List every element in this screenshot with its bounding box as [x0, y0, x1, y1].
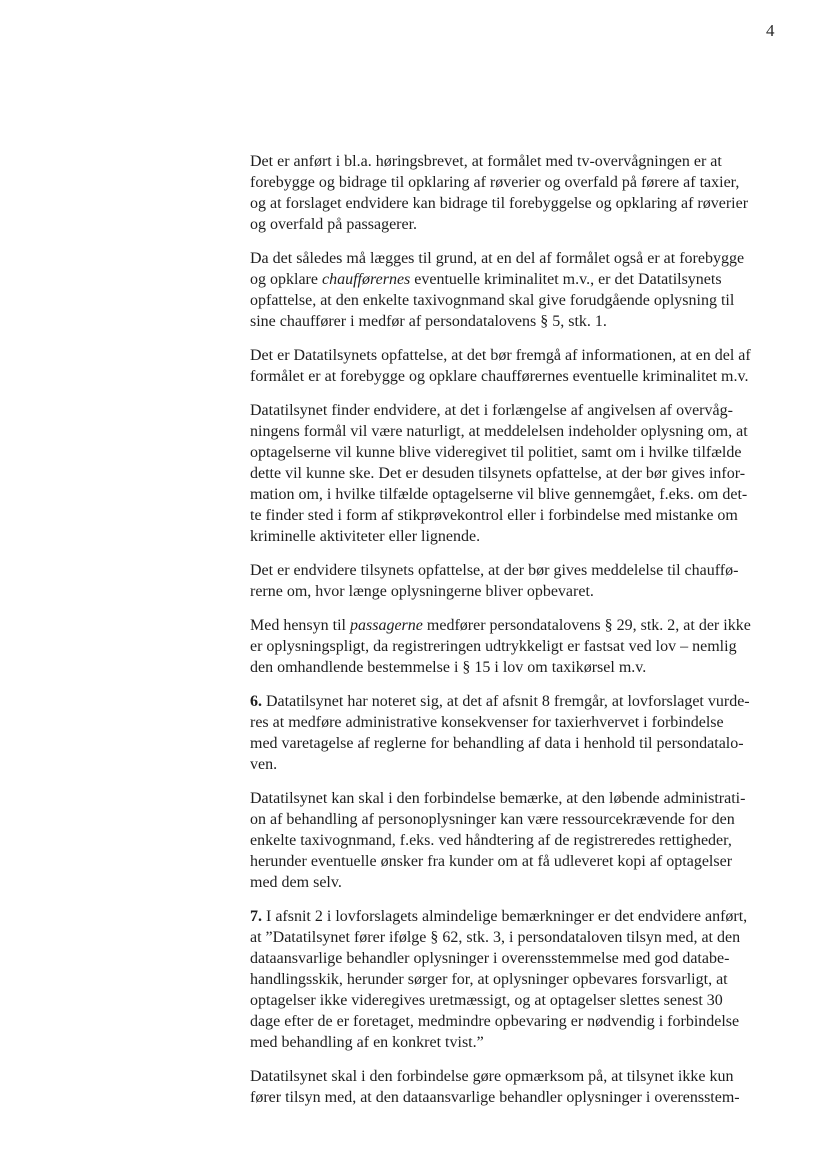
text-segment: med varetagelse af reglerne for behandling af data i henhold til persondatalo-	[250, 735, 744, 752]
text-line	[250, 421, 790, 442]
italic-text-segment: chaufførernes	[321, 271, 411, 288]
text-segment: med behandling af en konkret tvist.”	[250, 1034, 484, 1051]
text-line	[250, 463, 790, 484]
text-segment: res at medføre administrative konsekvenser for taxierhvervet i forbindelse	[250, 714, 724, 731]
text-line	[250, 248, 790, 269]
text-line	[250, 560, 790, 581]
text-line	[250, 754, 790, 775]
text-segment: sine chauffører i medfør af persondatalovens § 5, stk. 1.	[250, 313, 607, 330]
text-segment: Datatilsynet skal i den forbindelse gøre opmærksom på, at tilsynet ikke kun	[250, 1068, 734, 1085]
text-segment: at ”Datatilsynet fører ifølge § 62, stk. 3, i persondataloven tilsyn med, at den	[250, 929, 741, 946]
text-segment: og overfald på passagerer.	[250, 216, 418, 233]
text-line	[250, 851, 790, 872]
text-segment: forebygge og bidrage til opklaring af røverier og overfald på førere af taxier,	[250, 174, 740, 191]
bold-section-number: 6.	[250, 693, 262, 710]
text-segment: Med hensyn til	[250, 617, 350, 634]
text-segment: optagelser ikke videregives uretmæssigt, og at optagelser slettes senest 30	[250, 992, 723, 1009]
paragraph	[250, 560, 790, 602]
paragraph	[250, 788, 790, 893]
text-line	[250, 636, 790, 657]
text-segment: medfører persondatalovens § 29, stk. 2, at der ikke	[422, 617, 751, 634]
text-line	[250, 906, 790, 927]
text-segment: te finder sted i form af stikprøvekontrol eller i forbindelse med mistanke om	[250, 507, 738, 524]
text-line	[250, 927, 790, 948]
text-segment: herunder eventuelle ønsker fra kunder om at få udleveret kopi af optagelser	[250, 853, 733, 870]
text-line	[250, 345, 790, 366]
text-line	[250, 830, 790, 851]
text-segment: handlingsskik, herunder sørger for, at oplysninger opbevares forsvarligt, at	[250, 971, 728, 988]
text-segment: den omhandlende bestemmelse i § 15 i lov om taxikørsel m.v.	[250, 659, 647, 676]
paragraph	[250, 248, 790, 332]
page-number: 4	[766, 21, 775, 40]
text-line	[250, 526, 790, 547]
text-line	[250, 1087, 790, 1108]
text-segment: Det er Datatilsynets opfattelse, at det bør fremgå af informationen, at en del af	[250, 347, 751, 364]
text-line	[250, 948, 790, 969]
text-segment: rerne om, hvor længe oplysningerne bliver opbevaret.	[250, 583, 594, 600]
text-segment: optagelserne vil kunne blive videregivet til politiet, samt om i hvilke tilfælde	[250, 444, 742, 461]
text-line	[250, 193, 790, 214]
text-segment: dette vil kunne ske. Det er desuden tilsynets opfattelse, at der bør gives infor-	[250, 465, 746, 482]
paragraph	[250, 906, 790, 1053]
paragraph	[250, 615, 790, 678]
text-line	[250, 214, 790, 235]
text-segment: kriminelle aktiviteter eller lignende.	[250, 528, 481, 545]
text-segment: Datatilsynet finder endvidere, at det i forlængelse af angivelsen af overvåg-	[250, 402, 733, 419]
text-segment: Datatilsynet har noteret sig, at det af afsnit 8 fremgår, at lovforslaget vurde-	[262, 693, 750, 710]
text-segment: Da det således må lægges til grund, at en del af formålet også er at forebygge	[250, 250, 745, 267]
text-line	[250, 442, 790, 463]
paragraph	[250, 691, 790, 775]
text-line	[250, 1011, 790, 1032]
text-line	[250, 581, 790, 602]
document-text	[250, 151, 790, 1108]
text-segment: dataansvarlige behandler oplysninger i overensstemmelse med god databe-	[250, 950, 730, 967]
text-line	[250, 712, 790, 733]
text-line	[250, 366, 790, 387]
italic-text-segment: passagerne	[350, 617, 423, 634]
text-segment: ningens formål vil være naturligt, at meddelelsen indeholder oplysning om, at	[250, 423, 748, 440]
text-line	[250, 809, 790, 830]
text-segment: mation om, i hvilke tilfælde optagelserne vil blive gennemgået, f.eks. om det-	[250, 486, 748, 503]
text-segment: er oplysningspligt, da registreringen udtrykkeligt er fastsat ved lov – nemlig	[250, 638, 737, 655]
text-segment: Det er endvidere tilsynets opfattelse, at der bør gives meddelelse til chauffø-	[250, 562, 739, 579]
text-segment: Det er anført i bl.a. høringsbrevet, at formålet med tv-overvågningen er at	[250, 153, 722, 170]
text-line	[250, 1066, 790, 1087]
text-segment: fører tilsyn med, at den dataansvarlige behandler oplysninger i overensstem-	[250, 1089, 740, 1106]
text-line	[250, 311, 790, 332]
text-line	[250, 505, 790, 526]
text-line	[250, 1032, 790, 1053]
text-line	[250, 990, 790, 1011]
paragraph	[250, 1066, 790, 1108]
bold-section-number: 7.	[250, 908, 262, 925]
text-segment: med dem selv.	[250, 874, 342, 891]
paragraph	[250, 151, 790, 235]
text-line	[250, 172, 790, 193]
text-segment: og opklare	[250, 271, 322, 288]
text-line	[250, 969, 790, 990]
paragraph	[250, 400, 790, 547]
text-line	[250, 290, 790, 311]
text-line	[250, 657, 790, 678]
text-segment: og at forslaget endvidere kan bidrage til forebyggelse og opklaring af røverier	[250, 195, 749, 212]
text-line	[250, 788, 790, 809]
text-segment: enkelte taxivognmand, f.eks. ved håndtering af de registreredes rettigheder,	[250, 832, 732, 849]
text-segment: ven.	[250, 756, 278, 773]
text-line	[250, 269, 790, 290]
text-segment: I afsnit 2 i lovforslagets almindelige bemærkninger er det endvidere anført,	[262, 908, 748, 925]
text-segment: Datatilsynet kan skal i den forbindelse bemærke, at den løbende administrati-	[250, 790, 746, 807]
text-line	[250, 733, 790, 754]
text-line	[250, 872, 790, 893]
text-line	[250, 615, 790, 636]
text-line	[250, 400, 790, 421]
text-segment: opfattelse, at den enkelte taxivognmand skal give forudgående oplysning til	[250, 292, 735, 309]
text-line	[250, 484, 790, 505]
text-segment: on af behandling af personoplysninger kan være ressourcekrævende for den	[250, 811, 735, 828]
text-segment: eventuelle kriminalitet m.v., er det Datatilsynets	[410, 271, 722, 288]
text-line	[250, 691, 790, 712]
text-segment: formålet er at forebygge og opklare chaufførernes eventuelle kriminalitet m.v.	[250, 368, 749, 385]
text-segment: dage efter de er foretaget, medmindre opbevaring er nødvendig i forbindelse	[250, 1013, 740, 1030]
text-line	[250, 151, 790, 172]
paragraph	[250, 345, 790, 387]
